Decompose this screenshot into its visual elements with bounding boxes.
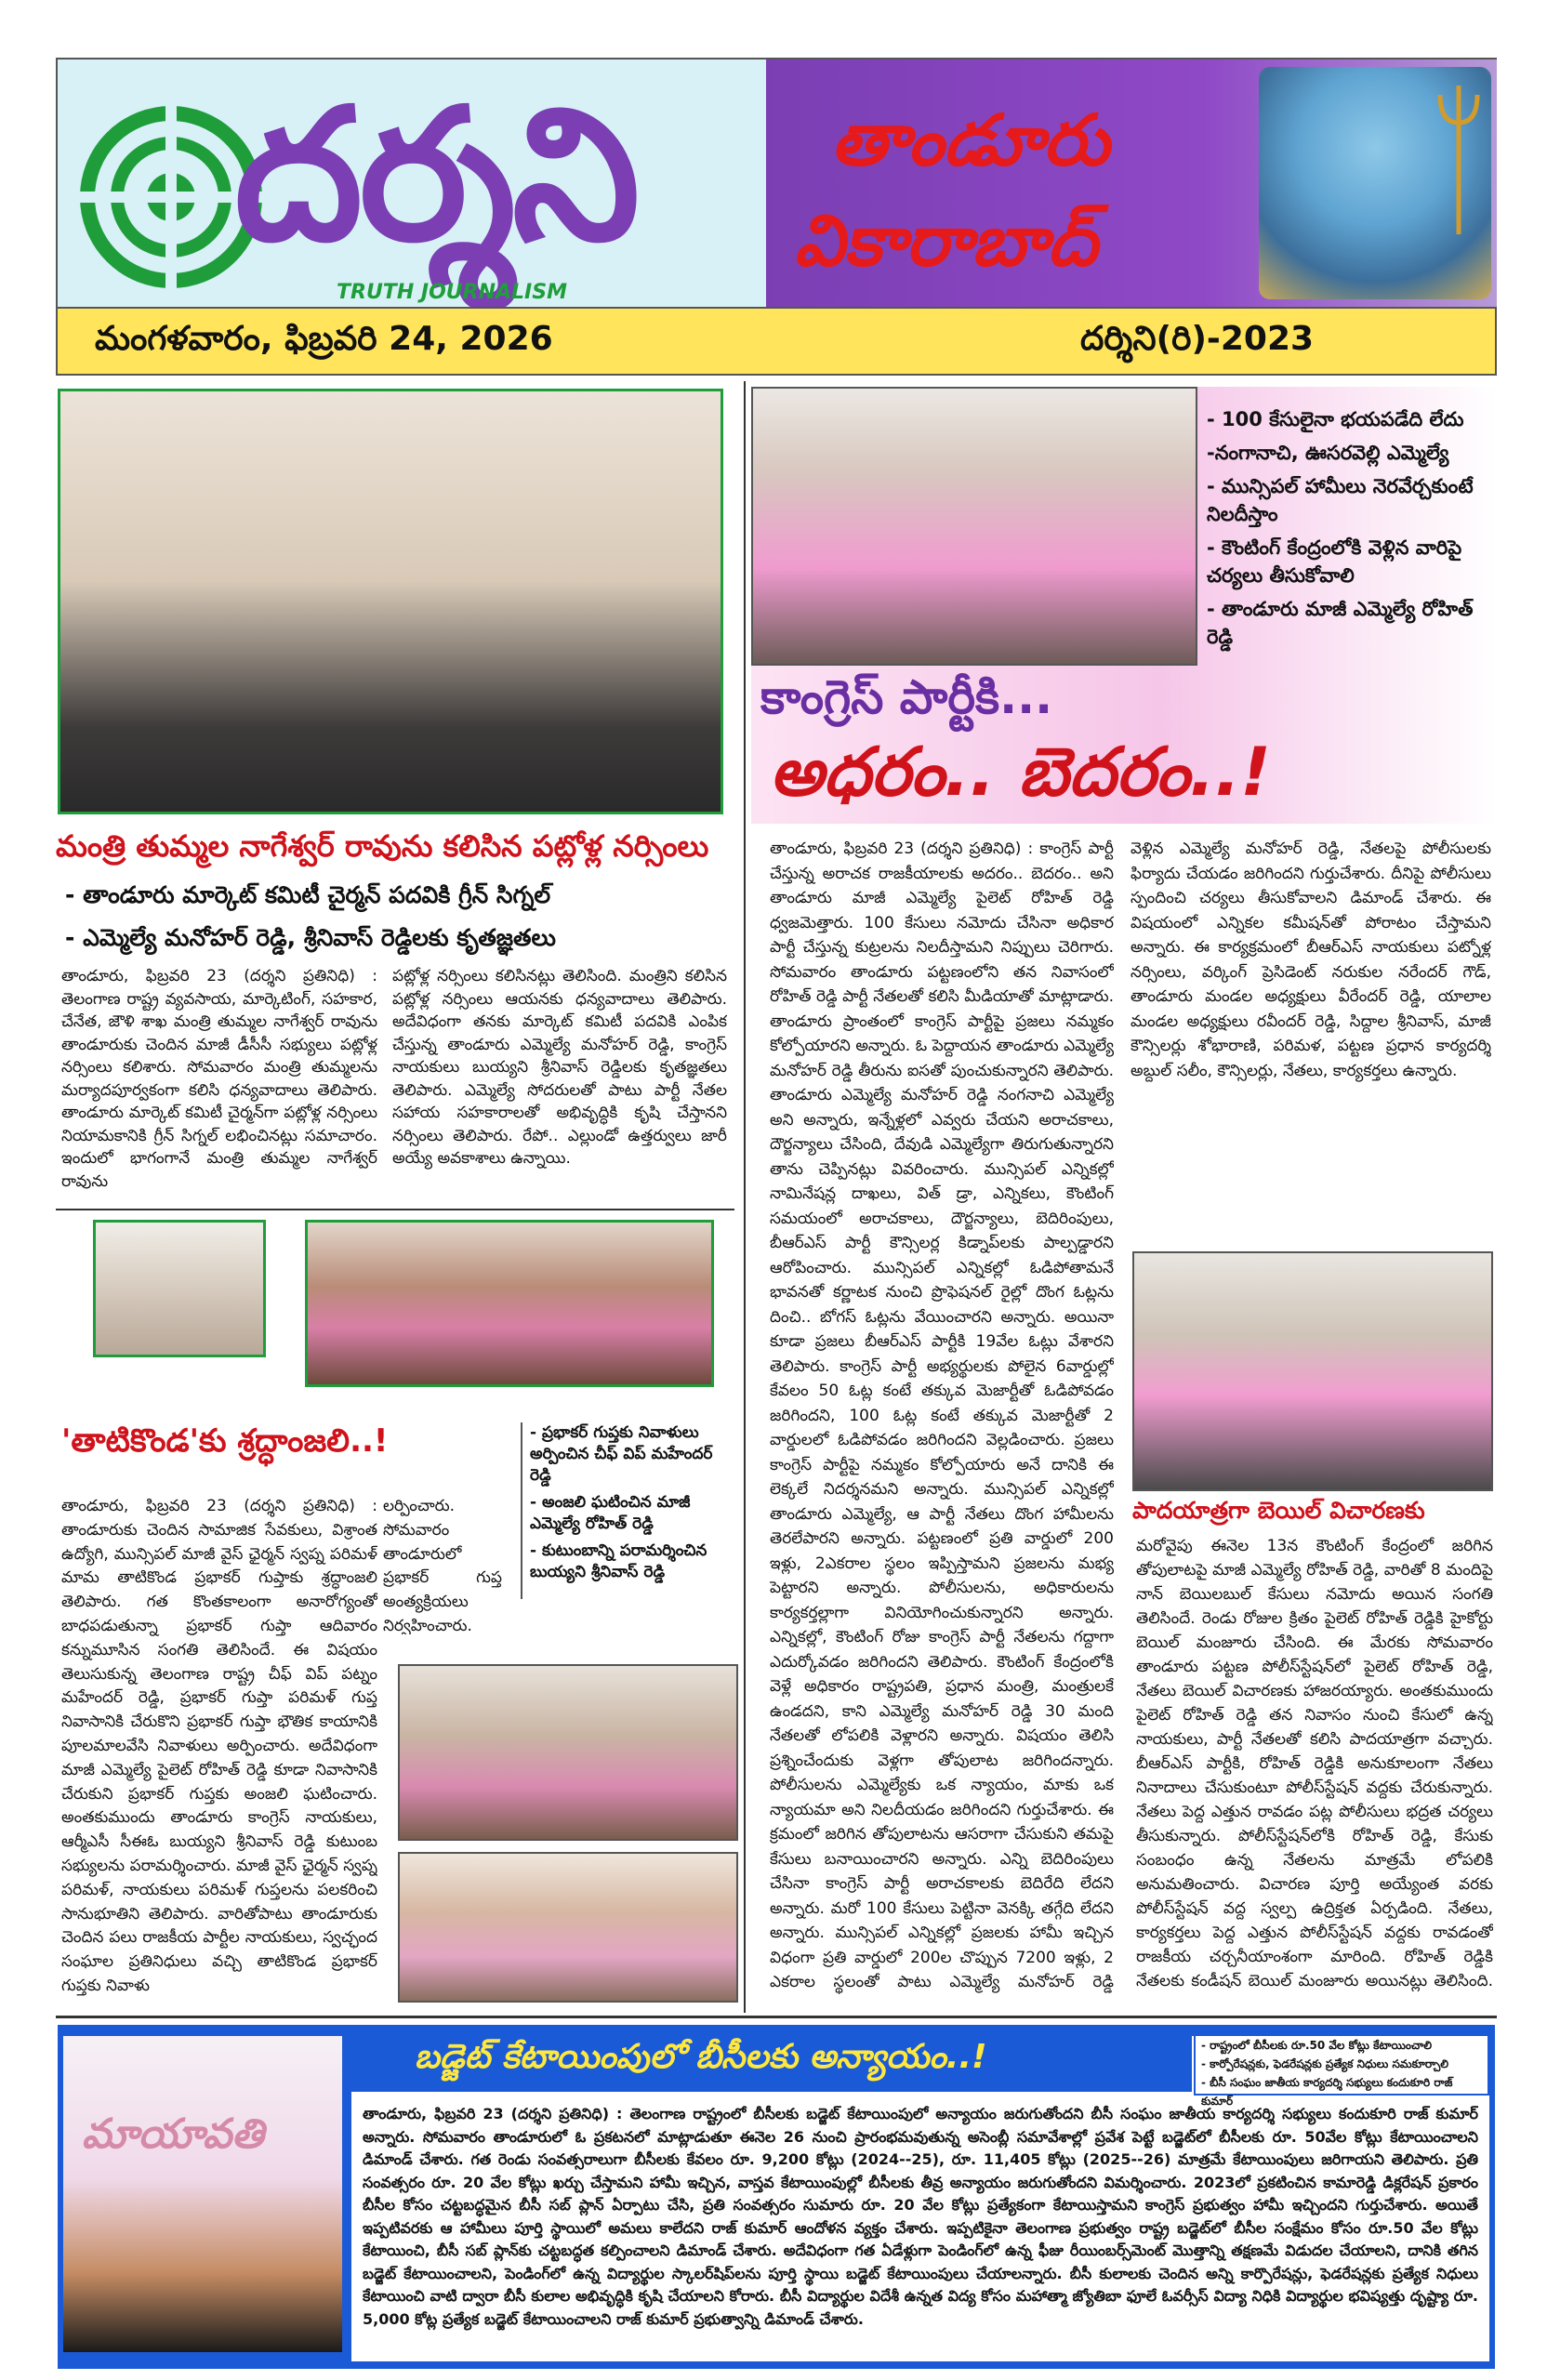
story1-headline: మంత్రి తుమ్మల నాగేశ్వర్ రావును కలిసిన పట్లోళ్ల నర్సింలు [56,828,709,864]
date-bar [56,307,1497,376]
story2-bullet: -నంగానాచి, ఊసరవెల్లి ఎమ్మెల్యే [1207,442,1449,464]
column-divider [744,381,746,2013]
story5-side-line: - బీసీ సంఘం జాతీయ కార్యదర్శి సభ్యులు కందుకూరి రాజ్ కుమార్ [1201,2076,1453,2108]
story2-column-1: తాండూరు, ఫిబ్రవరి 23 (దర్శని ప్రతినిధి) : కాంగ్రెస్ పార్టీ చేస్తున్న అరాచక రాజకీయాలకు అదరం.. బెదరం.. అని తాండూరు మాజీ ఎమ్మెల్యే పైలెట్ రోహిత్ రెడ్డి ధ్వజమెత్తారు. 100 కేసులు నమోదు చేసినా అధికార పార్టీ చేస్తున్న కుట్రలను నిలదీస్తామని నిప్పులు చెరిగారు. సోమవారం తాండూరు పట్టణంలోని తన నివాసంలో రోహిత్ రెడ్డి పార్టీ నేతలతో కలిసి మీడియాతో మాట్లాడారు. తాండూరు ప్రాంతంలో కాంగ్రెస్ పార్టీపై ప్రజలు నమ్మకం కోల్పోయారని అన్నారు. ఓ పెద్దాయన తాండూరు ఎమ్మెల్యే మనోహర్ రెడ్డి తీరును ఐసతో పుంచుకున్నారని తెలిపారు. తాండూరు ఎమ్మెల్యే మనోహర్ రెడ్డి నంగనాచి ఎమ్మెల్యే అని అన్నారు, ఇన్నేళ్లలో ఎవ్వరు చేయని అరాచకాలు, దౌర్జన్యాలు చేసింది, దేవుడి ఎమ్మెల్యేగా తిరుగుతున్నారని తాను చెప్పినట్లు వివరించారు. మున్సిపల్ ఎన్నికల్లో నామినేషన్ల దాఖలు, విత్ డ్రా, ఎన్నికలు, కౌంటింగ్ సమయంలో అరాచకాలు, దౌర్జన్యాలు, బెదిరింపులు, బీఆర్ఎస్ పార్టీ కౌన్సిలర్ల కిడ్నాప్‌లకు పాల్పడ్డారని ఆరోపించారు. మున్సిపల్ ఎన్నికల్లో ఓడిపోతామనే భావనతో కర్ణాటక నుంచి ప్రొఫెషనల్ రైల్లో దొంగ ఓట్లను దించి.. బోగస్ ఓట్లను వేయించారని అన్నారు. అయినా కూడా ప్రజలు బీఆర్ఎస్ పార్టీకి 19వేల ఓట్లు వేశారని తెలిపారు. కాంగ్రెస్ పార్టీ అభ్యర్థులకు పోలైన 6వార్డుల్లో కేవలం 50 ఓట్ల కంటే తక్కువ మెజార్టీతో ఓడిపోవడం జరిగిందని, 100 ఓట్ల కంటే తక్కువ మెజార్టీతో 2 వార్డులలో ఓడిపోవడం జరిగిందని వెల్లడించారు. ప్రజలు కాంగ్రెస్ పార్టీపై నమ్మకం కోల్పోయారు అనే దానికి ఈ లెక్కలే నిదర్శనమని అన్నారు. మున్సిపల్ ఎన్నికల్లో తాండూరు ఎమ్మెల్యే, ఆ పార్టీ నేతలు దొంగ హామీలను తెరలేపారని అన్నారు. పట్టణంలో ప్రతి వార్డులో 200 ఇళ్లు, 2ఎకరాల స్థలం ఇప్పిస్తామని ప్రజలను మభ్య పెట్టారని అన్నారు. పోలీసులను, అధికారులను కార్యకర్తల్లాగా వినియోగించుకున్నారని అన్నారు. ఎన్నికల్లో, కౌంటింగ్ రోజు కాంగ్రెస్ పార్టీ నేతలను గద్దాగా ఎదుర్కోవడం జరిగిందని తెలిపారు. కౌంటింగ్ కేంద్రంలోకి వెళ్లే అధికారం రాష్ట్రపతి, ప్రధాన మంత్రి, మంత్రులకే ఉండదని, కాని ఎమ్మెల్యే మనోహర్ రెడ్డి 30 మంది నేతలతో లోపలికి వెళ్లారని అన్నారు. విషయం తెలిసి ప్రశ్నించేందుకు వెళ్లగా తోపులాట జరిగిందన్నారు. పోలీసులను ఎమ్మెల్యేకు ఒక న్యాయం, మాకు ఒక న్యాయమా అని నిలదీయడం జరిగిందని గుర్తుచేశారు. ఈ క్రమంలో జరిగిన తోపులాటను ఆసరాగా చేసుకుని తమపై కేసులు బనాయించారని అన్నారు. ఎన్ని బెదిరింపులు చేసినా కాంగ్రెస్ పార్టీ అరాచకాలకు బెదిరేది లేదని అన్నారు. మరో 100 కేసులు పెట్టినా వెనక్కి తగ్గేది లేదని అన్నారు. మున్సిపల్ ఎన్నికల్లో ప్రజలకు హామీ ఇచ్చిన విధంగా ప్రతి వార్డులో 200ల చొప్పున 7200 ఇళ్లు, 2 ఎకరాల స్థలంతో పాటు ఎమ్మెల్యే మనోహర్ రెడ్డి [770,840,1114,1991]
story5-photo-caption: మాయావతి [82,2110,264,2158]
registration-number: దర్శిని(రి)-2023 [1080,320,1315,358]
story5-panel [58,2025,1495,2369]
story1-column-1: తాండూరు, ఫిబ్రవరి 23 (దర్శని ప్రతినిధి) : తెలంగాణ రాష్ట్ర వ్యవసాయ, మార్కెటింగ్, సహకార, చేనేత, జౌళి శాఖ మంత్రి తుమ్మల నాగేశ్వర్ రావును తాండూరుకు చెందిన మాజీ డీసీసీ సభ్యులు పట్లోళ్ల నర్సింలు కలిశారు. సోమవారం మంత్రి తుమ్మలను మర్యాదపూర్వకంగా కలిసి ధన్యవాదాలు తెలిపారు. తాండూరు మార్కెట్ కమిటీ చైర్మన్‌గా పట్లోళ్ల నర్సింలు నియామకానికి గ్రీన్ సిగ్నల్ లభించినట్లు సమాచారం. ఇందులో భాగంగానే మంత్రి తుమ్మల నాగేశ్వర్ రావును [61,967,377,1191]
trident-icon [1435,86,1482,234]
story2-banner [751,387,1497,824]
story4-photo-1 [305,1220,714,1387]
story5-side-line: - రాష్ట్రంలో బీసీలకు రూ.50 వేల కోట్లు కేటాయించాలి [1201,2039,1433,2052]
story2-bullet: - మున్సిపల్ హామీలు నెరవేర్చకుంటే నిలదీస్తాం [1207,475,1474,525]
story5-photo [63,2036,342,2352]
story1-photo [58,389,723,814]
story4-highlight: - ప్రభాకర్ గుప్తకు నివాళులు అర్పించిన చీఫ్ విప్ మహేందర్ రెడ్డి [530,1423,713,1485]
story2-headline-2: అధరం.. బెదరం..! [770,733,1271,811]
story4-highlight-box [521,1422,734,1599]
section-divider [56,2016,1497,2018]
story1-subhead-1: - తాండూరు మార్కెట్ కమిటీ చైర్మన్ పదవికి గ్రీన్ సిగ్నల్ [65,881,551,908]
edition-panel [766,60,1497,307]
story5-side-box [1194,2034,1489,2108]
story2-bullets [1207,405,1486,656]
issue-date: మంగళవారం, ఫిబ్రవరి 24, 2026 [95,320,553,358]
story5-headline: బడ్జెట్ కేటాయింపులో బీసీలకు అన్యాయం..! [415,2038,987,2076]
story2-photo [751,387,1197,666]
story5-text: తాండూరు, ఫిబ్రవరి 23 (దర్శని ప్రతినిధి) : తెలంగాణ రాష్ట్రంలో బీసీలకు బడ్జెట్ కేటాయింపులో అన్యాయం జరుగుతోందని బీసీ సంఘం జాతీయ కార్యదర్శి సభ్యులు కందుకూరి రాజ్ కుమార్ అన్నారు. సోమవారం తాండూరులో ఓ ప్రకటనలో మాట్లాడుతూ ఈనెల 26 నుంచి ప్రారంభమవుతున్న అసెంబ్లీ సమావేశాల్లో ప్రవేశ పెట్టే బడ్జెట్‌లో బీసీలకు రూ. 50వేల కోట్లు కేటాయించాలని డిమాండ్ చేశారు. గత రెండు సంవత్సరాలుగా బీసీలకు కేవలం రూ. 9,200 కోట్లు (2024--25), రూ. 11,405 కోట్లు (2025--26) మాత్రమే కేటాయింపులు జరిగాయని తెలిపారు. ప్రతి సంవత్సరం రూ. 20 వేల కోట్లు ఖర్చు చేస్తామని హామీ ఇచ్చిన, వాస్తవ కేటాయింపుల్లో బీసీలకు తీవ్ర అన్యాయం జరుగుతోందని విమర్శించారు. 2023లో ప్రకటించిన కామారెడ్డి డిక్లరేషన్ ప్రకారం బీసీల కోసం చట్టబద్ధమైన బీసీ సబ్ ప్లాన్ ఏర్పాటు చేసి, ప్రతి సంవత్సరం సుమారు రూ. 20 వేల కోట్లు ప్రత్యేకంగా కేటాయిస్తామని కాంగ్రెస్ ప్రభుత్వం హామీ ఇచ్చిందని గుర్తుచేశారు. అయితే ఇప్పటివరకు ఆ హామీలు పూర్తి స్థాయిలో అమలు కాలేదని రాజ్ కుమార్ ఆందోళన వ్యక్తం చేశారు. ఇప్పటికైనా తెలంగాణ ప్రభుత్వం రాష్ట్ర బడ్జెట్‌లో బీసీల సంక్షేమం కోసం రూ.50 వేల కోట్లు కేటాయించి, బీసీ సబ్ ప్లాన్‌కు చట్టబద్ధత కల్పించాలని డిమాండ్ చేశారు. అదేవిధంగా గత ఏడేళ్లుగా పెండింగ్‌లో ఉన్న ఫీజు రీయింబర్స్‌మెంట్ మొత్తాన్ని తక్షణమే విడుదల చేయాలని, దానికి తగిన బడ్జెట్ కేటాయించాలని, పెండింగ్‌లో ఉన్న విద్యార్థుల స్కాలర్‌షిప్‌లను పూర్తి స్థాయి బడ్జెట్ కేటాయింపులు చేయాలన్నారు. బీసీ కులాలకు చెందిన అన్ని కార్పొరేషన్లు, ఫెడరేషన్లకు ప్రత్యేక నిధులు కేటాయించి వాటి ద్వారా బీసీ కులాల అభివృద్ధికి కృషి చేయాలని కోరారు. బీసీ విద్యార్థుల విదేశీ ఉన్నత విద్య కోసం మహాత్మా జ్యోతిబా ఫూలే ఓవర్సీస్ విద్యా నిధికి విద్యార్థుల భవిష్యత్తు దృష్ట్యా రూ. 5,000 కోట్ల ప్రత్యేక బడ్జెట్ కేటాయించాలని రాజ్ కుమార్ ప్రభుత్వాన్ని డిమాండ్ చేశారు. [363,2105,1478,2328]
logo-panel [58,60,766,307]
edition-name-1: తాండూరు [831,99,1110,181]
tagline: TRUTH JOURNALISM [337,281,567,304]
story4-photo-3 [398,1852,738,2003]
story4-portrait [93,1220,266,1357]
story3-photo [1132,1251,1493,1491]
story4-headline: 'తాటికొండ'కు శ్రద్ధాంజలి..! [61,1422,389,1460]
story4-highlight: - అంజలి ఘటించిన మాజీ ఎమ్మెల్యే రోహిత్ రెడ్డి [530,1493,691,1533]
story2-bullet: - 100 కేసులైనా భయపడేది లేదు [1207,408,1464,430]
story1-column-2: పట్లోళ్ల నర్సింలు కలిసినట్లు తెలిసింది. మంత్రిని కలిసిన పట్లోళ్ల నర్సింలు ఆయనకు ధన్యవాదాలు తెలిపారు. అదేవిధంగా తనకు మార్కెట్ కమిటీ పదవికి ఎంపిక చేస్తున్న తాండూరు ఎమ్మెల్యే మనోహర్ రెడ్డి, కాంగ్రెస్ నాయకులు బుయ్యని శ్రీనివాస్ రెడ్డిలకు కృతజ్ఞతలు తెలిపారు. ఎమ్మెల్యే సోదరులతో పాటు పార్టీ నేతల సహాయ సహకారాలతో అభివృద్ధికి కృషి చేస్తానని నర్సింలు తెలిపారు. రేపో.. ఎల్లుండో ఉత్తర్వులు జారీ అయ్యే అవకాశాలు ఉన్నాయి. [392,967,727,1168]
story2-bullet: - కౌంటింగ్ కేంద్రంలోకి వెళ్లిన వారిపై చర్యలు తీసుకోవాలి [1207,536,1462,587]
masthead [56,58,1497,307]
story2-bullet: - తాండూరు మాజీ ఎమ్మెల్యే రోహిత్ రెడ్డి [1207,598,1474,648]
story4-column-2: లర్పించారు. సోమవారం తాండూరులో ప్రభాకర్ గుప్త అంత్యక్రియలు నిర్వహించారు. [383,1497,502,1634]
story3-headline: పాదయాత్రగా బెయిల్ విచారణకు [1132,1497,1425,1524]
story4-photo-2 [398,1664,738,1841]
edition-name-2: వికారాబాద్ [794,199,1098,282]
story5-side-line: - కార్పోరేషన్లకు, ఫెడరేషన్లకు ప్రత్యేక నిధులు సమకూర్చాలి [1201,2057,1449,2070]
story2-headline-1: కాంగ్రెస్ పార్టీకి... [760,670,1053,724]
story4-highlight: - కుటుంబాన్ని పరామర్శించిన బుయ్యని శ్రీనివాస్ రెడ్డి [530,1541,707,1581]
section-divider [56,1209,734,1210]
shiva-image [1259,67,1491,299]
story4-column-1: తాండూరు, ఫిబ్రవరి 23 (దర్శని ప్రతినిధి) : తాండూరుకు చెందిన సామాజిక సేవకులు, విశ్రాంత ఉద్యోగి, మున్సిపల్ మాజీ వైస్ ఛైర్మన్ స్వప్న పరిమళ్ మామ తాటికొండ ప్రభాకర్ గుప్తాకు శ్రద్ధాంజలి తెలిపారు. గత కొంతకాలంగా అనారోగ్యంతో బాధపడుతున్నా ప్రభాకర్ గుప్తా ఆదివారం కన్నుమూసిన సంగతి తెలిసిందే. ఈ విషయం తెలుసుకున్న తెలంగాణ రాష్ట్ర చీఫ్ విప్ పట్నం మహేందర్ రెడ్డి, ప్రభాకర్ గుప్తా పరిమళ్ గుప్త నివాసానికి చేరుకొని ప్రభాకర్ గుప్తా భౌతిక కాయానికి పూలమాలవేసి నివాళులు అర్పించారు. అదేవిధంగా మాజీ ఎమ్మెల్యే పైలెట్ రోహిత్ రెడ్డి కూడా నివాసానికి చేరుకుని ప్రభాకర్ గుప్తకు అంజలి ఘటించారు. అంతకుముందు తాండూరు కాంగ్రెస్ నాయకులు, ఆర్మీఎసీ సీఈఓ బుయ్యని శ్రీనివాస్ రెడ్డి కుటుంబ సభ్యులను పరామర్శించారు. మాజీ వైస్ ఛైర్మన్ స్వప్న పరిమళ్, నాయకులు పరిమళ్ గుప్తలను పలకరించి సానుభూతిని తెలిపారు. వారితోపాటు తాండూరుకు చెందిన పలు రాజకీయ పార్టీల నాయకులు, స్వచ్ఛంద సంఘాల ప్రతినిధులు వచ్చి తాటికొండ ప్రభాకర్ గుప్తకు నివాళు [61,1497,377,1995]
story2-column-2: వెళ్లిన ఎమ్మెల్యే మనోహర్ రెడ్డి, నేతలపై పోలీసులకు ఫిర్యాదు చేయడం జరిగిందని గుర్తుచేశారు. దీనిపై పోలీసులు స్పందించి చర్యలు తీసుకోవాలని డిమాండ్ చేశారు. ఈ విషయంలో ఎన్నికల కమీషన్‌తో పోరాటం చేస్తామని అన్నారు. ఈ కార్యక్రమంలో బీఆర్ఎస్ నాయకులు పట్నోళ్ల నర్సింలు, వర్కింగ్ ప్రెసిడెంట్ నరుకుల నరేందర్ గౌడ్, తాండూరు మండల అధ్యక్షులు వీరేందర్ రెడ్డి, యాలాల మండల అధ్యక్షులు రవీందర్ రెడ్డి, సిద్దాల శ్రీనివాస్, మాజీ కౌన్సిలర్లు శోభారాణి, పరిమళ, పట్టణ ప్రధాన కార్యదర్శి అబ్దుల్ సలీం, కౌన్సిలర్లు, నేతలు, కార్యకర్తలు ఉన్నారు. [1130,840,1491,1080]
story1-subhead-2: - ఎమ్మెల్యే మనోహర్ రెడ్డి, శ్రీనివాస్ రెడ్డిలకు కృతజ్ఞతలు [65,924,556,951]
logo-text: దర్శని [234,70,637,282]
story3-text: మరోవైపు ఈనెల 13న కౌంటింగ్ కేంద్రంలో జరిగిన తోపులాటపై మాజీ ఎమ్మెల్యే రోహిత్ రెడ్డి, వారితో 8 మందిపై నాన్ బెయిలబుల్ కేసులు నమోదు అయిన సంగతి తెలిసిందే. రెండు రోజుల క్రితం పైలెట్ రోహిత్ రెడ్డికి హైకోర్టు బెయిల్ మంజూరు చేసింది. ఈ మేరకు సోమవారం తాండూరు పట్టణ పోలీస్‌స్టేషన్‌లో పైలెట్ రోహిత్ రెడ్డి, నేతలు బెయిల్ విచారణకు హాజరయ్యారు. అంతకుముందు పైలెట్ రోహిత్ రెడ్డి తన నివాసం నుంచి కేసులో ఉన్న నాయకులు, పార్టీ నేతలతో కలిసి పాదయాత్రగా వచ్చారు. బీఆర్ఎస్ పార్టీకి, రోహిత్ రెడ్డికి అనుకూలంగా నేతలు నినాదాలు చేసుకుంటూ పోలీస్‌స్టేషన్ వద్దకు చేరుకున్నారు. నేతలు పెద్ద ఎత్తున రావడం పట్ల పోలీసులు భద్రత చర్యలు తీసుకున్నారు. పోలీస్‌స్టేషన్‌లోకి రోహిత్ రెడ్డి, కేసుకు సంబంధం ఉన్న నేతలను మాత్రమే లోపలికి అనుమతించారు. విచారణ పూర్తి అయ్యేంత వరకు పోలీస్‌స్టేషన్ వద్ద స్వల్ప ఉద్రిక్తత ఏర్పడింది. నేతలు, కార్యకర్తలు పెద్ద ఎత్తున పోలీస్‌స్టేషన్ వద్దకు రావడంతో రాజకీయ చర్చనీయాంశంగా మారింది. రోహిత్ రెడ్డికి నేతలకు కండీషన్ బెయిల్ మంజూరు అయినట్లు తెలిసింది. [1136,1537,1493,1990]
